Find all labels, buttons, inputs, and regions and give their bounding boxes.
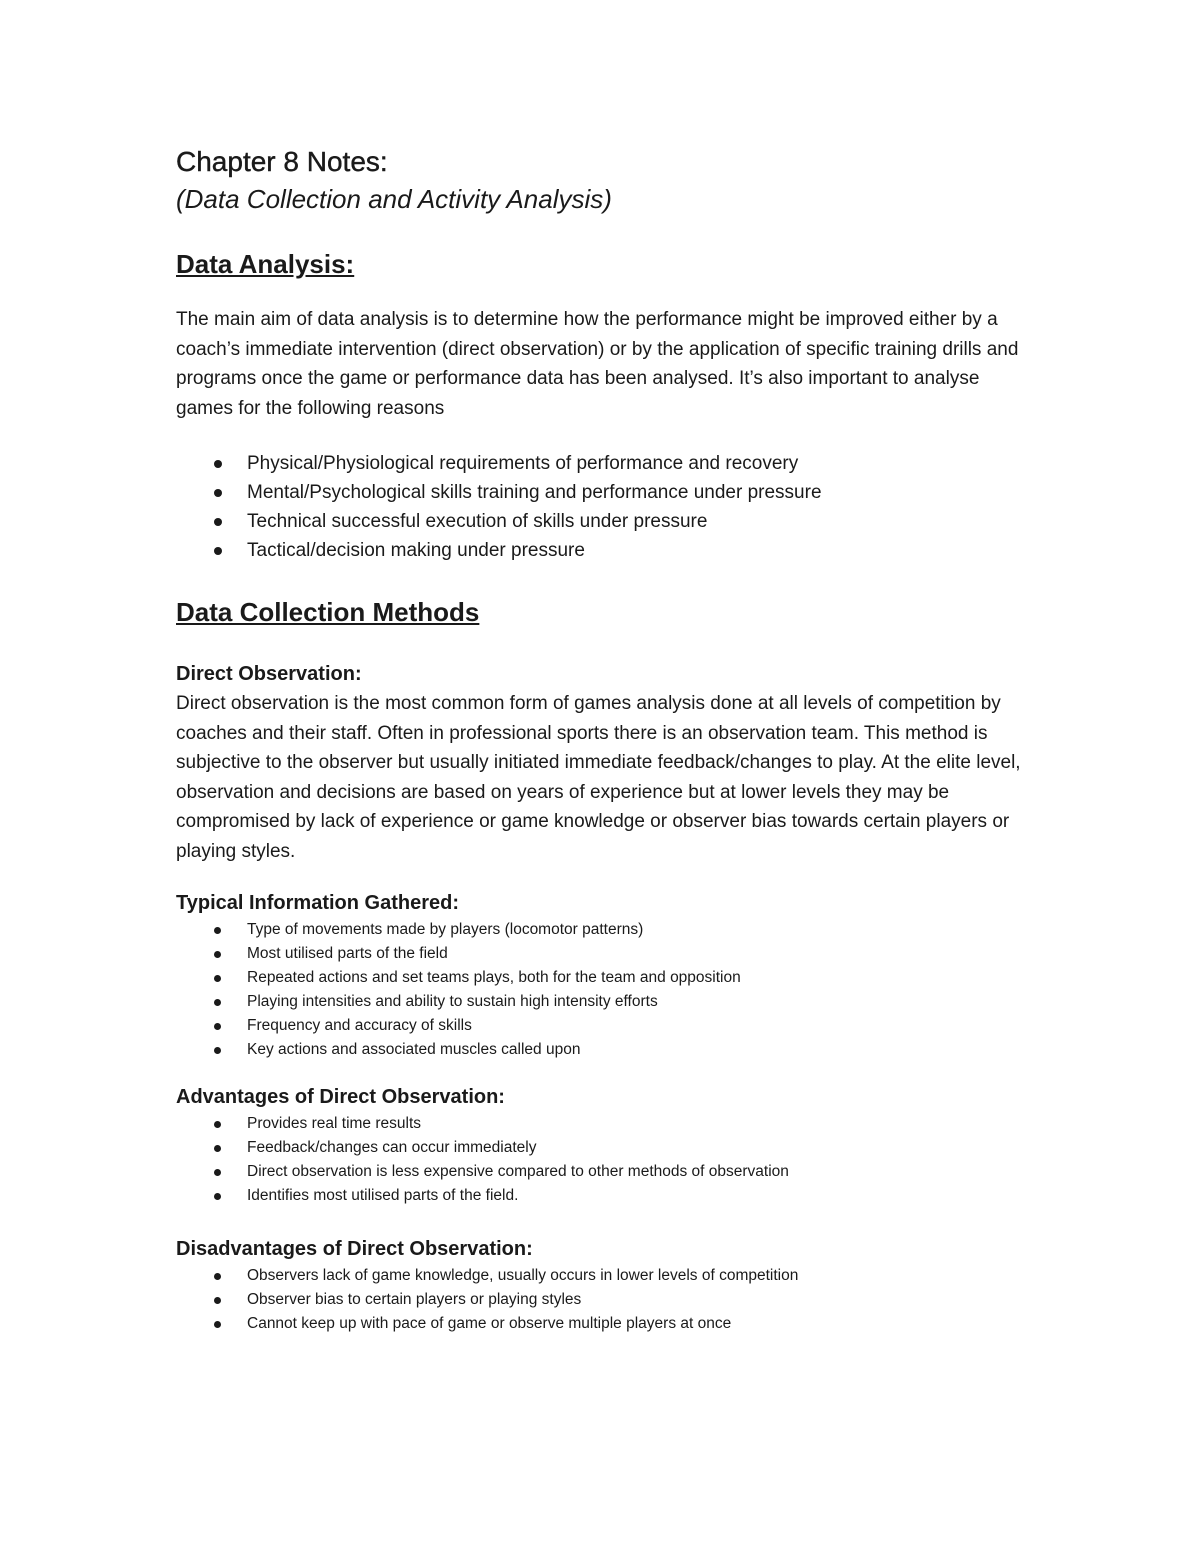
bullet-icon [214, 951, 221, 958]
direct-observation-paragraph: Direct observation is the most common form of games analysis done at all levels of competition by coaches and their staff. Often in professional sports there is an observation team. This method is subjective to the observer but usually initiated immediate feedback/changes to play. At the elite level, observation and decisions are based on years of experience but at lower levels they may be compromised by lack of experience or game knowledge or observer bias towards certain players or playing styles. [176, 693, 1021, 862]
data-analysis-paragraph: The main aim of data analysis is to determine how the performance might be improved either by a coach’s immediate intervention (direct observation) or by the application of specific training drills and programs once the game or performance data has been analysed. It’s also important to analyse games for the following reasons [176, 309, 1019, 419]
bullet-icon [214, 1047, 221, 1054]
list-item [176, 1312, 1036, 1336]
list-item-text: Playing intensities and ability to sustain high intensity efforts [247, 993, 658, 1010]
list-item-text: Direct observation is less expensive compared to other methods of observation [247, 1163, 789, 1180]
list-item-text: Most utilised parts of the field [247, 945, 448, 962]
bullet-icon [214, 1297, 221, 1304]
bullet-icon [214, 460, 222, 468]
list-item [176, 449, 1036, 478]
list-item-text: Provides real time results [247, 1115, 422, 1132]
bullet-icon [214, 489, 222, 497]
page-title: Chapter 8 Notes: [176, 146, 388, 177]
list-item-text: Observers lack of game knowledge, usually occurs in lower levels of competition [247, 1267, 799, 1284]
list-item [176, 1038, 1036, 1062]
bullet-icon [214, 1145, 221, 1152]
bullet-icon [214, 518, 222, 526]
advantages-heading: Advantages of Direct Observation: [176, 1086, 505, 1108]
list-item-text: Identifies most utilised parts of the field. [247, 1187, 519, 1204]
bullet-icon [214, 975, 221, 982]
advantages-list [176, 1112, 1036, 1208]
bullet-icon [214, 927, 221, 934]
bullet-icon [214, 1023, 221, 1030]
bullet-icon [214, 1193, 221, 1200]
list-item [176, 1112, 1036, 1136]
list-item-text: Repeated actions and set teams plays, both for the team and opposition [247, 969, 741, 986]
list-item [176, 1160, 1036, 1184]
list-item [176, 990, 1036, 1014]
data-collection-methods-heading: Data Collection Methods [176, 597, 480, 627]
bullet-icon [214, 999, 221, 1006]
typical-information-heading: Typical Information Gathered: [176, 892, 459, 914]
list-item [176, 1264, 1036, 1288]
bullet-icon [214, 1273, 221, 1280]
list-item-text: Observer bias to certain players or playing styles [247, 1291, 582, 1308]
page-subtitle: (Data Collection and Activity Analysis) [176, 184, 612, 214]
document-content [176, 143, 1036, 1336]
list-item-text: Type of movements made by players (locomotor patterns) [247, 921, 644, 938]
list-item-text: Physical/Physiological requirements of performance and recovery [247, 453, 799, 474]
bullet-icon [214, 1321, 221, 1328]
list-item [176, 918, 1036, 942]
bullet-icon [214, 1121, 221, 1128]
list-item-text: Technical successful execution of skills under pressure [247, 511, 708, 532]
list-item-text: Tactical/decision making under pressure [247, 540, 585, 561]
list-item [176, 1288, 1036, 1312]
list-item-text: Cannot keep up with pace of game or observe multiple players at once [247, 1315, 732, 1332]
list-item [176, 1184, 1036, 1208]
list-item [176, 966, 1036, 990]
list-item-text: Key actions and associated muscles called upon [247, 1041, 581, 1058]
direct-observation-heading: Direct Observation: [176, 663, 362, 685]
list-item [176, 478, 1036, 507]
list-item [176, 1136, 1036, 1160]
list-item-text: Feedback/changes can occur immediately [247, 1139, 537, 1156]
bullet-icon [214, 1169, 221, 1176]
list-item [176, 1014, 1036, 1038]
list-item-text: Frequency and accuracy of skills [247, 1017, 472, 1034]
list-item [176, 942, 1036, 966]
reasons-list [176, 449, 1036, 565]
disadvantages-heading: Disadvantages of Direct Observation: [176, 1238, 533, 1260]
data-analysis-heading: Data Analysis: [176, 249, 355, 279]
bullet-icon [214, 547, 222, 555]
list-item [176, 536, 1036, 565]
list-item-text: Mental/Psychological skills training and performance under pressure [247, 482, 822, 503]
disadvantages-list [176, 1264, 1036, 1336]
typical-information-list [176, 918, 1036, 1062]
list-item [176, 507, 1036, 536]
